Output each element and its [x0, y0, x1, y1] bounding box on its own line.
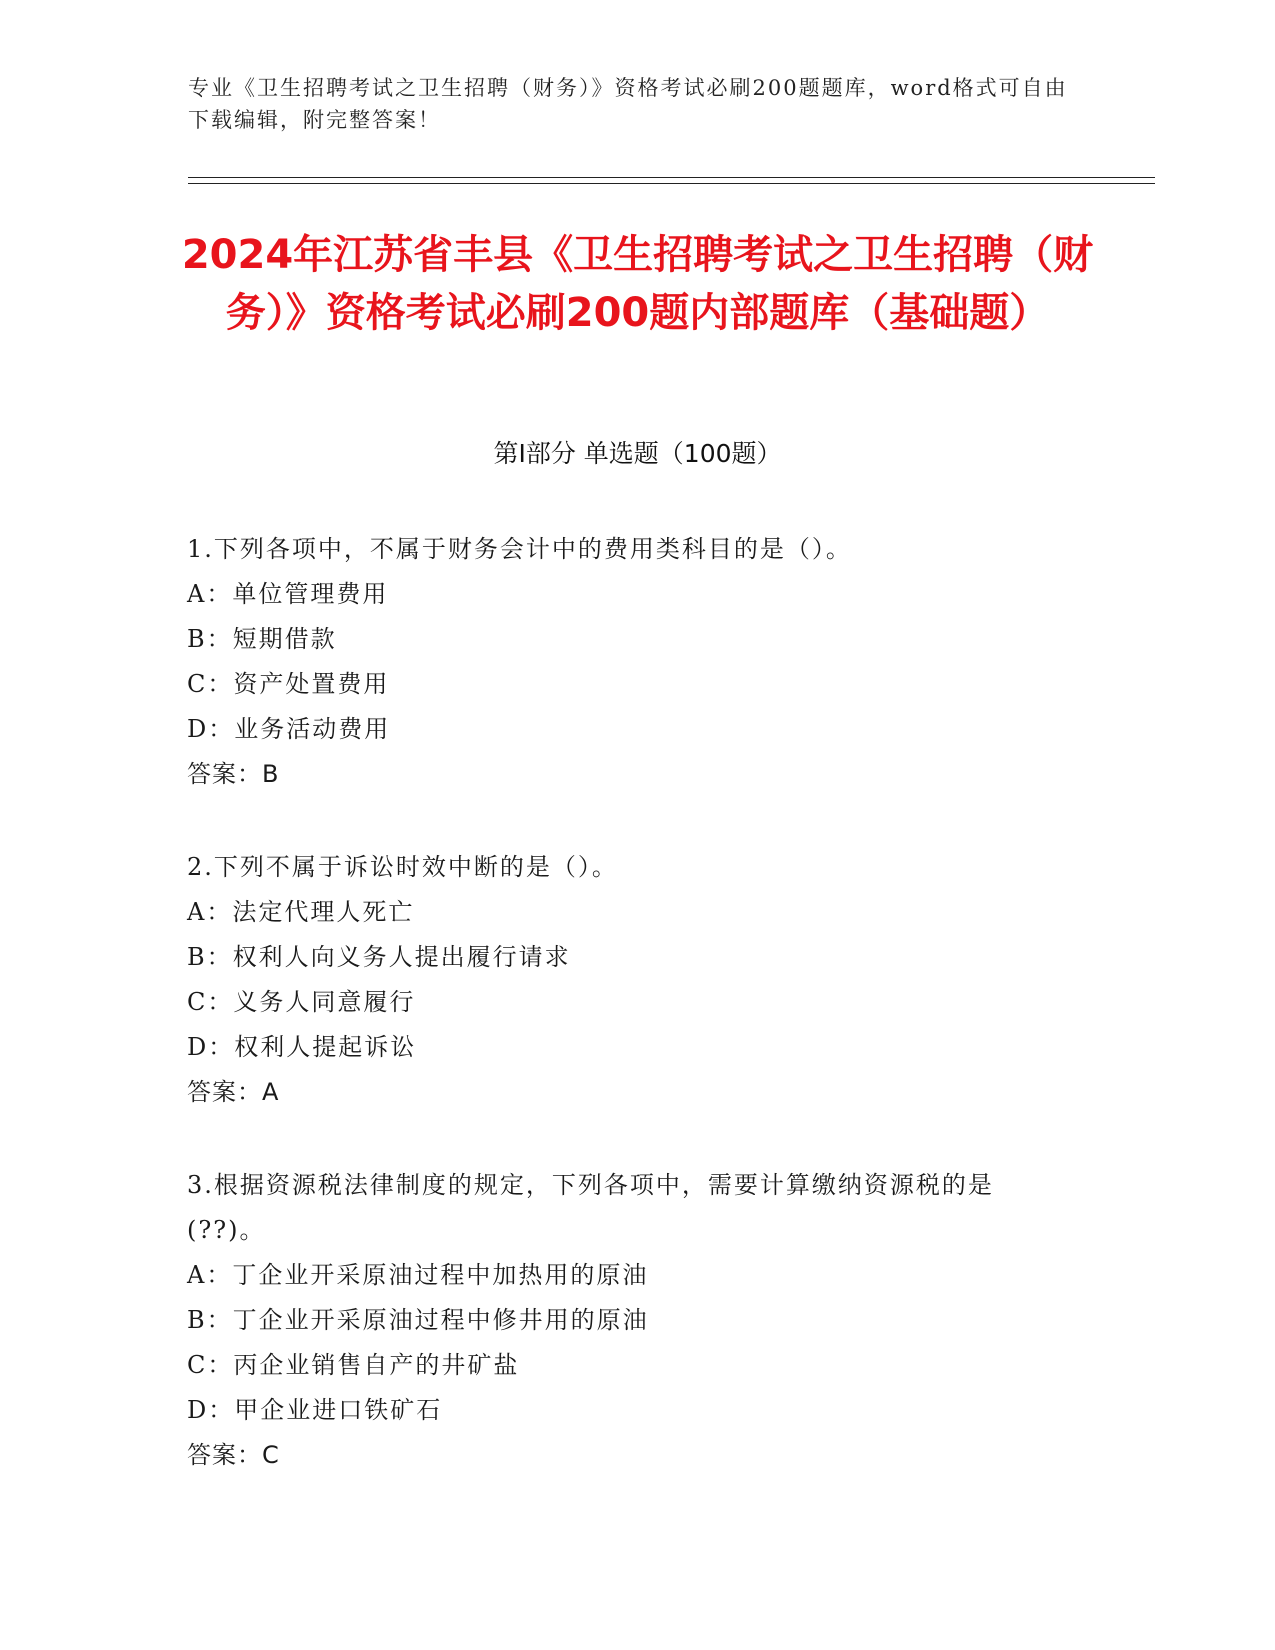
question-block — [187, 1163, 1067, 1478]
header-divider-top — [188, 177, 1155, 178]
question-stem: 1.下列各项中，不属于财务会计中的费用类科目的是（）。 — [187, 535, 852, 563]
option-c: C：资产处置费用 — [187, 670, 390, 698]
answer-line: 答案：B — [187, 760, 280, 788]
option-a: A：法定代理人死亡 — [187, 898, 415, 926]
option-b: B：短期借款 — [187, 625, 337, 653]
document-title: 2024年江苏省丰县《卫生招聘考试之卫生招聘（财务）》资格考试必刷200题内部题库（基础题） — [181, 232, 1094, 336]
question-stem: 2.下列不属于诉讼时效中断的是（）。 — [187, 853, 618, 881]
question-block — [187, 845, 1067, 1115]
option-b: B：丁企业开采原油过程中修井用的原油 — [187, 1306, 649, 1334]
option-d: D：甲企业进口铁矿石 — [187, 1396, 443, 1424]
option-a: A：单位管理费用 — [187, 580, 389, 608]
option-c: C：义务人同意履行 — [187, 988, 416, 1016]
answer-line: 答案：A — [187, 1078, 280, 1106]
option-d: D：权利人提起诉讼 — [187, 1033, 417, 1061]
option-c: C：丙企业销售自产的井矿盐 — [187, 1351, 520, 1379]
question-block — [187, 527, 1067, 797]
section-title: 第I部分 单选题（100题） — [493, 439, 782, 468]
option-b: B：权利人向义务人提出履行请求 — [187, 943, 571, 971]
option-d: D：业务活动费用 — [187, 715, 391, 743]
option-a: A：丁企业开采原油过程中加热用的原油 — [187, 1261, 649, 1289]
question-stem: 3.根据资源税法律制度的规定，下列各项中，需要计算缴纳资源税的是(??)。 — [187, 1171, 994, 1244]
header-note: 专业《卫生招聘考试之卫生招聘（财务）》资格考试必刷200题题库，word格式可自由下载编辑，附完整答案！ — [188, 76, 1068, 132]
header-divider-bottom — [188, 183, 1155, 184]
answer-line: 答案：C — [187, 1441, 280, 1469]
